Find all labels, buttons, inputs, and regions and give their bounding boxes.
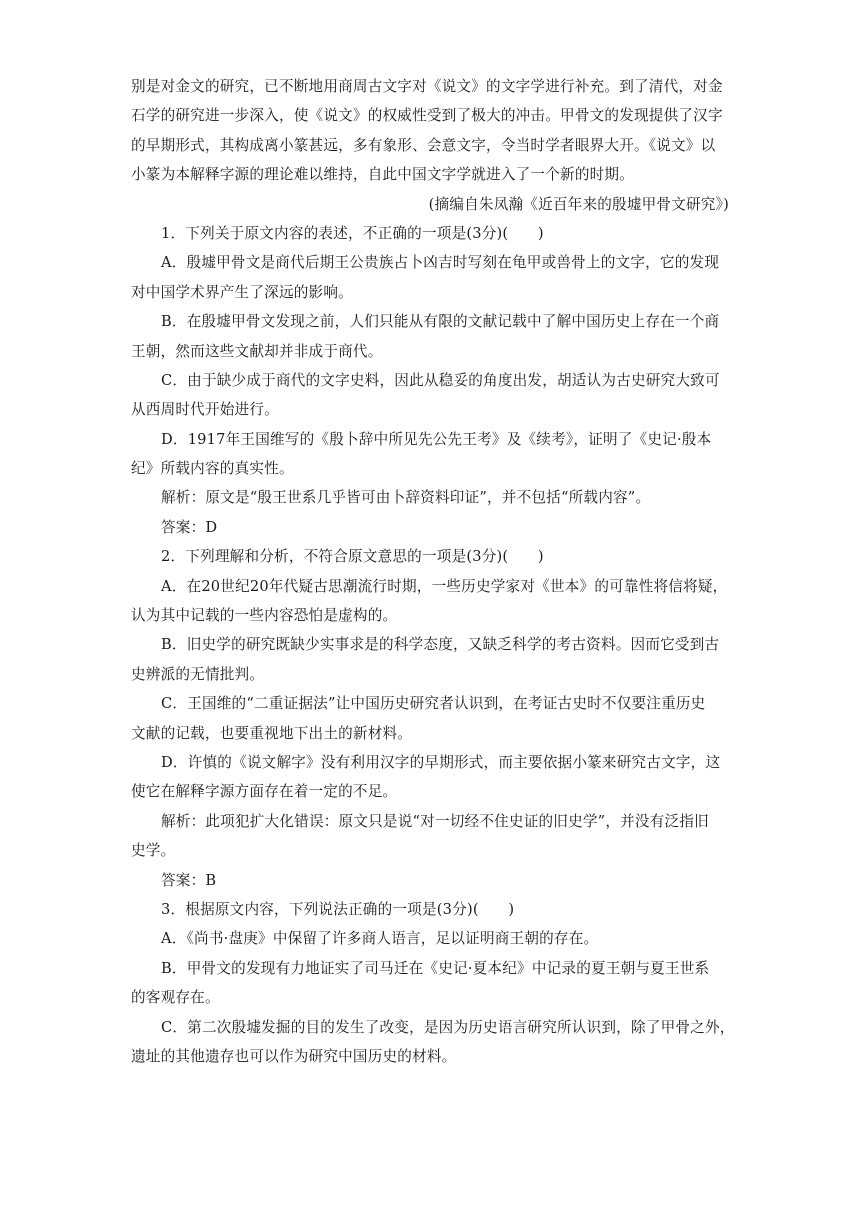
option-b	[131, 307, 731, 366]
option-d	[131, 425, 731, 484]
option-d	[131, 748, 731, 807]
option-text: B．旧史学的研究既缺少实事求是的科学态度，又缺乏科学的考古资料。因而它受到古	[161, 636, 720, 654]
option-text: C．王国维的“二重证据法”让中国历史研究者认识到，在考证古史时不仅要注重历史	[161, 695, 706, 713]
passage-line: 小篆为本解释字源的理论难以维持，自此中国文字学就进入了一个新的时期。	[131, 166, 634, 184]
option-text: 从西周时代开始进行。	[131, 401, 279, 419]
passage-source: (摘编自朱凤瀚《近百年来的殷墟甲骨文研究》)	[428, 195, 729, 213]
question-stem: 2．下列理解和分析，不符合原文意思的一项是(3分)( )	[161, 548, 544, 566]
analysis-text: 解析：此项犯扩大化错误：原文只是说“对一切经不住史证的旧史学”，并没有泛指旧	[161, 812, 709, 830]
option-text: A．在20世纪20年代疑古思潮流行时期，一些历史学家对《世本》的可靠性将信将疑，	[161, 577, 728, 595]
passage-excerpt	[131, 72, 731, 219]
option-c	[131, 366, 731, 425]
question-2	[131, 542, 731, 895]
option-c	[131, 1013, 735, 1072]
option-a	[131, 572, 731, 631]
option-text: 对中国学术界产生了深远的影响。	[131, 283, 353, 301]
analysis-text: 解析：原文是“殷王世系几乎皆可由卜辞资料印证”，并不包括“所载内容”。	[161, 489, 651, 507]
option-text: 的客观存在。	[131, 989, 220, 1007]
option-text: D．1917年王国维写的《殷卜辞中所见先公先王考》及《续考》，证明了《史记·殷本	[161, 430, 712, 448]
option-text: 王朝，然而这些文献却并非成于商代。	[131, 342, 383, 360]
question-stem: 3．根据原文内容，下列说法正确的一项是(3分)( )	[161, 900, 515, 918]
option-text: 认为其中记载的一些内容恐怕是虚构的。	[131, 607, 398, 625]
question-3	[131, 895, 735, 1071]
option-text: C．由于缺少成于商代的文字史料，因此从稳妥的角度出发，胡适认为古史研究大致可	[161, 371, 720, 389]
option-text: 纪》所载内容的真实性。	[131, 460, 294, 478]
option-text: D．许慎的《说文解字》没有利用汉字的早期形式，而主要依据小篆来研究古文字，这	[161, 753, 721, 771]
question-stem: 1．下列关于原文内容的表述，不正确的一项是(3分)( )	[161, 224, 544, 242]
option-text: B．甲骨文的发现有力地证实了司马迁在《史记·夏本纪》中记录的夏王朝与夏王世系	[161, 959, 710, 977]
document-page	[131, 72, 735, 1071]
option-b	[131, 954, 731, 1013]
option-text: C．第二次殷墟发掘的目的发生了改变，是因为历史语言研究所认识到，除了甲骨之外，	[161, 1018, 735, 1036]
option-text: B．在殷墟甲骨文发现之前，人们只能从有限的文献记载中了解中国历史上存在一个商	[161, 313, 720, 331]
answer-text: 答案：D	[161, 518, 218, 536]
option-text: 遗址的其他遗存也可以作为研究中国历史的材料。	[131, 1047, 457, 1065]
passage-line: 的早期形式，其构成离小篆甚远，多有象形、会意文字，令当时学者眼界大开。《说文》以	[131, 136, 716, 154]
option-text: 使它在解释字源方面存在着一定的不足。	[131, 783, 398, 801]
option-text: 史辨派的无情批判。	[131, 665, 265, 683]
option-a	[131, 924, 731, 953]
passage-line: 别是对金文的研究，已不断地用商周古文字对《说文》的文字学进行补充。到了清代，对金	[131, 78, 723, 95]
option-a	[131, 248, 731, 307]
option-text: 文献的记载，也要重视地下出土的新材料。	[131, 724, 413, 742]
question-1	[131, 219, 731, 542]
answer-text: 答案：B	[161, 871, 217, 889]
passage-line: 石学的研究进一步深入，使《说文》的权威性受到了极大的冲击。甲骨文的发现提供了汉字	[131, 107, 723, 125]
option-text: A．《尚书·盘庚》中保留了许多商人语言，足以证明商王朝的存在。	[161, 930, 599, 948]
analysis-text: 史学。	[131, 842, 176, 860]
option-text: A．殷墟甲骨文是商代后期王公贵族占卜凶吉时写刻在龟甲或兽骨上的文字，它的发现	[161, 254, 720, 272]
option-c	[131, 689, 731, 748]
option-b	[131, 630, 731, 689]
